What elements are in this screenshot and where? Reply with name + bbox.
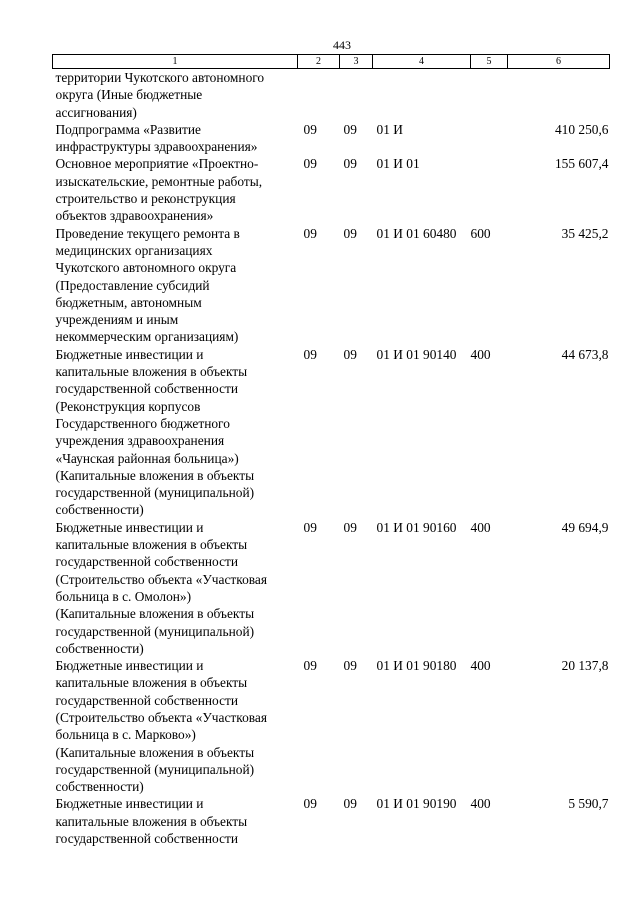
- budget-table: [52, 54, 610, 847]
- row-subsection: 09: [343, 156, 357, 172]
- row-amount: 410 250,6: [554, 121, 609, 137]
- row-subsection: 09: [343, 519, 357, 535]
- row-section: 09: [303, 346, 317, 362]
- table-row: [53, 657, 610, 795]
- header-col-6: 6: [508, 55, 610, 69]
- page-number: 443: [333, 38, 351, 52]
- header-col-4: 4: [373, 55, 471, 69]
- table-row: [53, 795, 610, 847]
- row-name: Бюджетные инвестиции и капитальные вложения в объекты государственной собственности: [55, 796, 248, 847]
- row-section: 09: [303, 796, 317, 812]
- row-target-article: 01 И: [376, 121, 403, 137]
- row-amount: 44 673,8: [561, 346, 609, 362]
- table-row: [53, 225, 610, 346]
- row-target-article: 01 И 01: [376, 156, 420, 172]
- row-subsection: 09: [343, 225, 357, 241]
- row-section: 09: [303, 121, 317, 137]
- row-expense-type: 400: [470, 658, 491, 674]
- row-target-article: 01 И 01 90190: [376, 796, 457, 812]
- row-section: [298, 69, 340, 121]
- table-row: [53, 155, 610, 224]
- table-row: [53, 69, 610, 121]
- table-header-row: [53, 55, 610, 69]
- row-name: Подпрограмма «Развитие инфраструктуры здравоохранения»: [55, 121, 258, 155]
- row-subsection: 09: [343, 121, 357, 137]
- row-target-article: [373, 69, 471, 121]
- row-amount: 35 425,2: [561, 225, 609, 241]
- row-amount: 155 607,4: [554, 156, 609, 172]
- row-expense-type: 600: [470, 225, 491, 241]
- row-name: Проведение текущего ремонта в медицинских организациях Чукотского автономного округа (Предоставление субсидий бюджетным, автономным учреждениям и иным некоммерческим организациям): [55, 225, 240, 345]
- row-subsection: 09: [343, 658, 357, 674]
- row-target-article: 01 И 01 60480: [376, 225, 457, 241]
- row-expense-type: [471, 69, 508, 121]
- row-amount: [508, 69, 610, 121]
- row-name: Основное мероприятие «Проектно- изыскательские, ремонтные работы, строительство и реконструкция объектов здравоохранения»: [55, 156, 263, 224]
- header-col-1: 1: [53, 55, 298, 69]
- header-col-3: 3: [340, 55, 373, 69]
- row-expense-type: 400: [470, 796, 491, 812]
- row-target-article: 01 И 01 90140: [376, 346, 457, 362]
- row-expense-type: 400: [470, 519, 491, 535]
- table-row: [53, 346, 610, 519]
- row-section: 09: [303, 658, 317, 674]
- row-subsection: 09: [343, 796, 357, 812]
- row-name: территории Чукотского автономного округа (Иные бюджетные ассигнования): [55, 70, 265, 120]
- row-subsection: [340, 69, 373, 121]
- row-expense-type: 400: [470, 346, 491, 362]
- header-col-2: 2: [298, 55, 340, 69]
- row-target-article: 01 И 01 90180: [376, 658, 457, 674]
- header-col-5: 5: [471, 55, 508, 69]
- row-target-article: 01 И 01 90160: [376, 519, 457, 535]
- row-section: 09: [303, 519, 317, 535]
- row-subsection: 09: [343, 346, 357, 362]
- row-section: 09: [303, 225, 317, 241]
- row-section: 09: [303, 156, 317, 172]
- row-amount: 5 590,7: [568, 796, 609, 812]
- row-amount: 49 694,9: [561, 519, 609, 535]
- row-name: Бюджетные инвестиции и капитальные вложения в объекты государственной собственности (Строительство объекта «Участковая больница в с. Марково») (Капитальные вложения в объекты государственной (муниципальной) собственности): [55, 658, 268, 795]
- row-expense-type: [471, 155, 508, 224]
- row-name: Бюджетные инвестиции и капитальные вложения в объекты государственной собственности (Строительство объекта «Участковая больница в с. Омолон») (Капитальные вложения в объекты государственной (муниципальной) собственности): [55, 519, 268, 656]
- row-expense-type: [471, 121, 508, 156]
- table-row: [53, 121, 610, 156]
- row-amount: 20 137,8: [561, 658, 609, 674]
- table-row: [53, 519, 610, 657]
- row-name: Бюджетные инвестиции и капитальные вложения в объекты государственной собственности (Реконструкция корпусов Государственного бюджетного учреждения здравоохранения «Чаунская районная больница») (Капитальные вложения в объекты государственной (муниципальной) собственности): [55, 346, 255, 518]
